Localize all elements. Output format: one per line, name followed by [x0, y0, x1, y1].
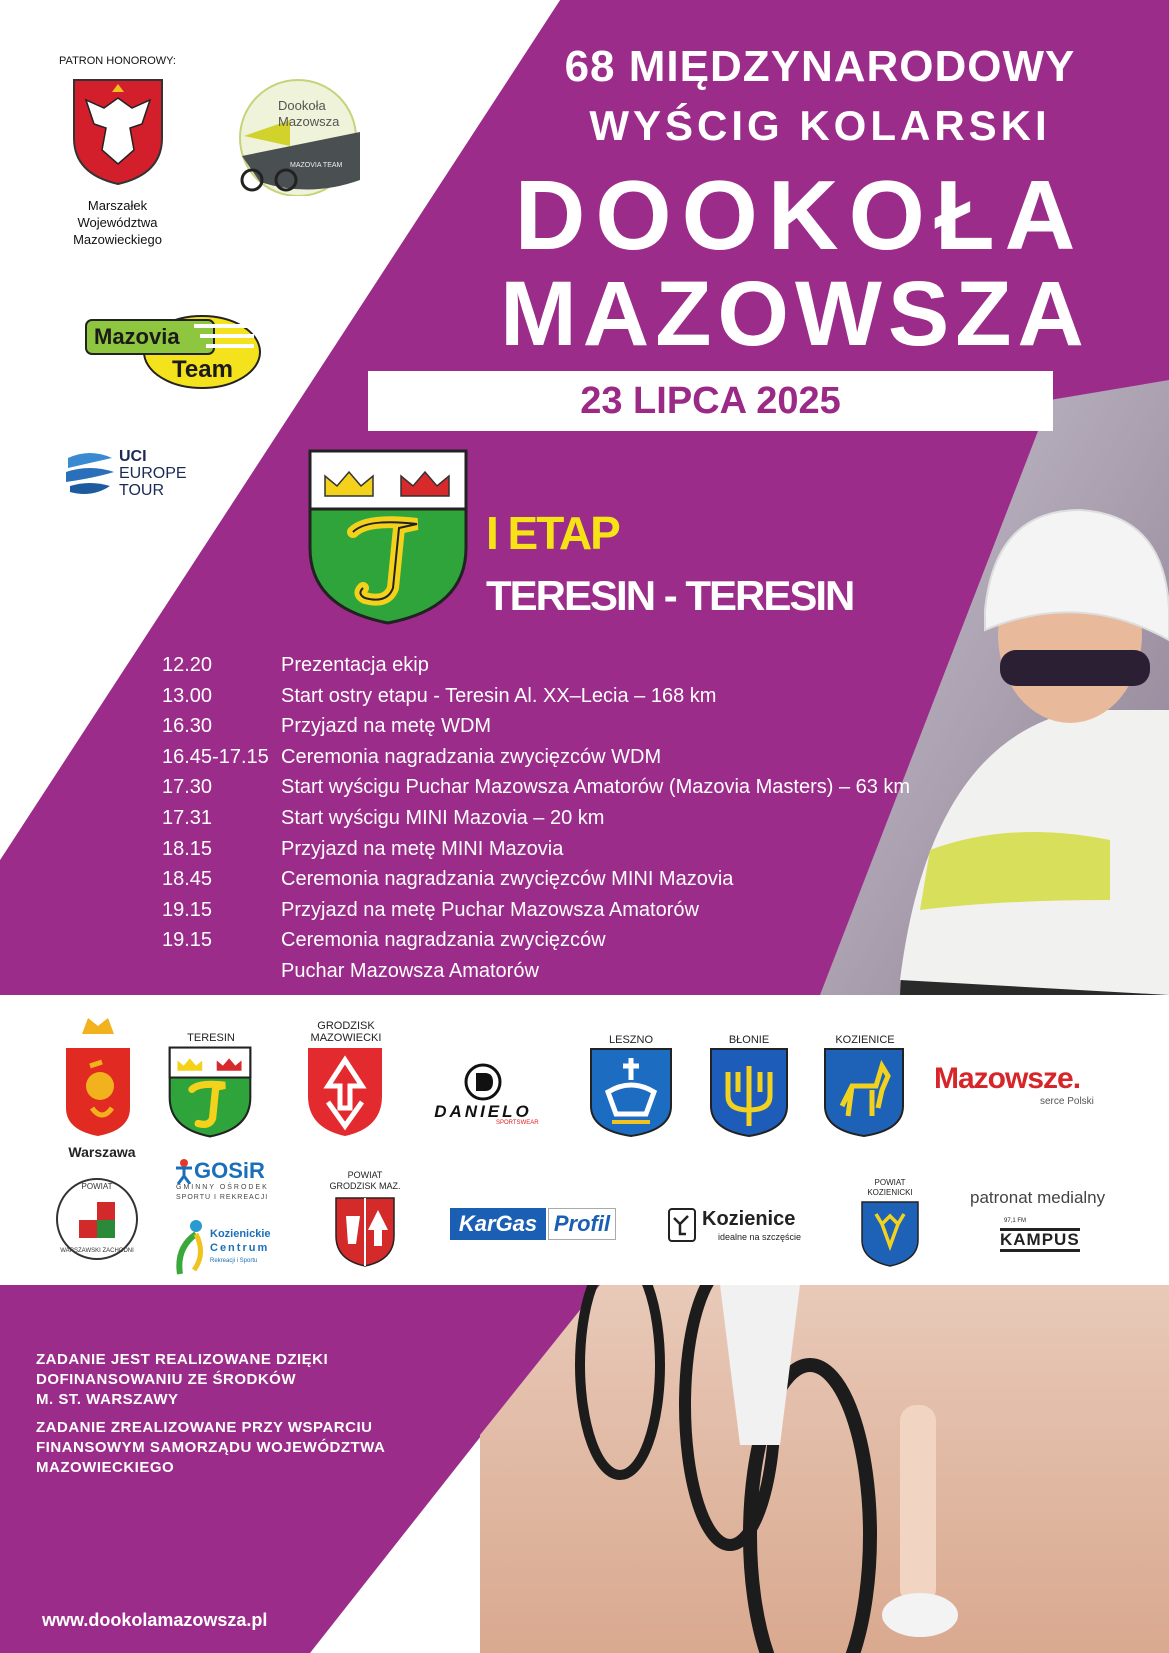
schedule-row: [162, 650, 922, 681]
kozienickie-centrum-logo: [170, 1218, 290, 1278]
warszawa-label: Warszawa: [68, 1144, 136, 1160]
kozienice-deer-icon: [668, 1208, 696, 1242]
mazovia-team-logo: [84, 312, 264, 392]
schedule-event: Start wyścigu Puchar Mazowsza Amatorów (Mazovia Masters) – 63 km: [281, 776, 911, 799]
schedule-event: Ceremonia nagradzania zwycięzców: [281, 929, 606, 952]
schedule-time: [162, 956, 281, 987]
race-date: 23 LIPCA 2025: [368, 371, 1053, 431]
gosir-text: GOSiR: [194, 1158, 265, 1183]
schedule-time: 19.15: [162, 929, 213, 952]
mazowsze-slogan: serce Polski: [1040, 1096, 1094, 1107]
warszawa-coat-of-arms-icon: [62, 1012, 134, 1138]
kozienickie-centrum-figure-icon: [170, 1218, 210, 1276]
schedule-event: Ceremonia nagradzania zwycięzców WDM: [281, 745, 662, 768]
title-line-3: DOOKOŁA: [514, 160, 1086, 270]
grodzisk-label-line-2: MAZOWIECKI: [310, 1032, 382, 1044]
title-line-2: WYŚCIG KOLARSKI: [589, 102, 1051, 149]
schedule-row: [162, 895, 922, 926]
schedule-time: 17.30: [162, 776, 213, 799]
mazowsze-logo-text: Mazowsze.: [934, 1062, 1081, 1095]
website-link[interactable]: www.dookolamazowsza.pl: [42, 1610, 268, 1630]
powiat-gm-line-2: GRODZISK MAZ.: [329, 1181, 401, 1191]
marshal-line-2: Województwa: [77, 215, 158, 230]
schedule-event: Przyjazd na metę MINI Mazovia: [281, 837, 564, 860]
uci-line-2: EUROPE: [119, 465, 187, 482]
mazowieckie-coat-of-arms-icon: [72, 78, 164, 186]
funding-note-warsaw: [36, 1350, 328, 1410]
schedule-list: [162, 650, 922, 987]
schedule-event: Puchar Mazowsza Amatorów: [281, 959, 539, 982]
uci-line-1: UCI: [119, 448, 147, 465]
grodzisk-label-line-1: GRODZISK: [317, 1020, 375, 1032]
schedule-event: Start ostry etapu - Teresin Al. XX–Lecia – 168 km: [281, 684, 717, 707]
powiat-grodzisk-label: [310, 1170, 420, 1192]
kozienice-slogan: idealne na szczęście: [718, 1232, 802, 1242]
danielo-sub: SPORTSWEAR: [496, 1120, 539, 1126]
mazovia-logo-bottom: Team: [172, 356, 233, 383]
powiat-wz-top-text: POWIAT: [81, 1182, 113, 1191]
funding-note-voivodeship: [36, 1418, 385, 1478]
leszno-coat-of-arms-icon: [588, 1046, 674, 1138]
kozienice-coat-of-arms-icon: [822, 1046, 906, 1138]
title-line-4: MAZOWSZA: [500, 263, 1090, 365]
schedule-event: Przyjazd na metę Puchar Mazowsza Amatorów: [281, 898, 699, 921]
powiat-wz-bottom-text: WARSZAWSKI ZACHODNI: [60, 1248, 134, 1254]
teresin-coat-of-arms-small-icon: [168, 1046, 252, 1138]
leszno-label: LESZNO: [608, 1034, 653, 1046]
dookola-mazowsza-logo: [230, 76, 370, 196]
marshal-caption: [40, 197, 195, 248]
profil-text: Profil: [548, 1208, 616, 1240]
schedule-row: [162, 834, 922, 865]
blonie-coat-of-arms-icon: [708, 1046, 790, 1138]
dookola-logo-line-1: Dookoła: [278, 98, 326, 113]
stage-route: TERESIN - TERESIN: [486, 572, 854, 619]
teresin-label: TERESIN: [187, 1032, 235, 1044]
schedule-event: Prezentacja ekip: [281, 654, 429, 676]
grodzisk-label: [296, 1020, 396, 1044]
kozienice-brand-logo: [668, 1208, 818, 1248]
grodzisk-coat-of-arms-icon: [306, 1046, 384, 1138]
gosir-sub-2: SPORTU I REKREACJI: [176, 1194, 269, 1201]
funding-note-2-line-2: FINANSOWYM SAMORZĄDU WOJEWÓDZTWA: [36, 1439, 386, 1456]
uci-line-3: TOUR: [119, 482, 165, 499]
mazovia-logo-top: Mazovia: [94, 324, 180, 349]
schedule-time: 13.00: [162, 684, 213, 707]
dookola-logo-line-2: Mazowsza: [278, 114, 340, 129]
schedule-time: 18.15: [162, 837, 213, 860]
powiat-grodzisk-coat-of-arms-icon: [334, 1196, 396, 1268]
kargas-profil-logo: [450, 1208, 616, 1240]
danielo-text: DANIELO: [434, 1102, 532, 1121]
gosir-logo: [174, 1158, 284, 1208]
gosir-figure-icon: [174, 1158, 194, 1184]
kampus-freq: 97,1 FM: [1004, 1218, 1027, 1224]
funding-note-1-line-1: ZADANIE JEST REALIZOWANE DZIĘKI: [36, 1351, 329, 1368]
funding-note-2-line-1: ZADANIE ZREALIZOWANE PRZY WSPARCIU: [36, 1419, 373, 1436]
kcr-line-2: Centrum: [210, 1242, 270, 1254]
uci-europe-tour-text: [119, 448, 187, 499]
media-patron-label: patronat medialny: [970, 1188, 1106, 1207]
schedule-row: [162, 803, 922, 834]
schedule-row: [162, 742, 922, 773]
patron-label: PATRON HONOROWY:: [59, 55, 176, 67]
powiat-gm-line-1: POWIAT: [347, 1170, 383, 1180]
schedule-time: 17.31: [162, 806, 213, 829]
gosir-sub-1: GMINNY OŚRODEK: [176, 1184, 269, 1191]
wheels-photo: [480, 1285, 1169, 1653]
kcr-line-1: Kozienickie: [210, 1228, 271, 1240]
schedule-time: 16.30: [162, 715, 213, 738]
kcr-line-3: Rekreacji i Sportu: [210, 1258, 258, 1264]
schedule-event: Start wyścigu MINI Mazovia – 20 km: [281, 806, 605, 829]
marshal-line-3: Mazowieckiego: [73, 232, 162, 247]
uci-globe-icon: [64, 448, 116, 500]
schedule-event: Ceremonia nagradzania zwycięzców MINI Mazovia: [281, 868, 734, 891]
powiat-kozienicki-label: [850, 1178, 930, 1198]
powiat-kozienicki-coat-of-arms-icon: [860, 1200, 920, 1268]
marshal-line-1: Marszałek: [87, 198, 148, 213]
schedule-row: [162, 681, 922, 712]
kozienice-brand-text: Kozienice: [702, 1208, 796, 1230]
dookola-mazowsza-logo-shape: [230, 76, 370, 196]
schedule-row: [162, 956, 922, 987]
funding-note-1-line-3: M. ST. WARSZAWY: [36, 1391, 179, 1408]
schedule-event: Przyjazd na metę WDM: [281, 715, 492, 738]
kampus-logo: KAMPUS: [1000, 1228, 1080, 1252]
stage-name: I ETAP: [486, 507, 619, 559]
blonie-label: BŁONIE: [728, 1034, 770, 1046]
danielo-logo: [408, 1060, 558, 1130]
schedule-time: 18.45: [162, 868, 213, 891]
kozienice-label: KOZIENICE: [835, 1034, 895, 1046]
funding-note-1-line-2: DOFINANSOWANIU ZE ŚRODKÓW: [36, 1371, 296, 1388]
schedule-time: 19.15: [162, 898, 213, 921]
kargas-text: KarGas: [450, 1208, 546, 1240]
schedule-row: [162, 711, 922, 742]
danielo-d-icon: [463, 1062, 503, 1102]
dookola-logo-sub: MAZOVIA TEAM: [290, 162, 343, 169]
schedule-row: [162, 772, 922, 803]
powiat-koz-line-2: KOZIENICKI: [867, 1188, 913, 1197]
schedule-time: 16.45-17.15: [162, 745, 269, 768]
schedule-time: 12.20: [162, 654, 213, 676]
funding-note-2-line-3: MAZOWIECKIEGO: [36, 1459, 175, 1476]
powiat-koz-line-1: POWIAT: [874, 1178, 906, 1187]
title-line-1: 68 MIĘDZYNARODOWY: [564, 42, 1076, 91]
schedule-row: [162, 925, 922, 956]
teresin-coat-of-arms-icon: [307, 448, 469, 626]
schedule-row: [162, 864, 922, 895]
